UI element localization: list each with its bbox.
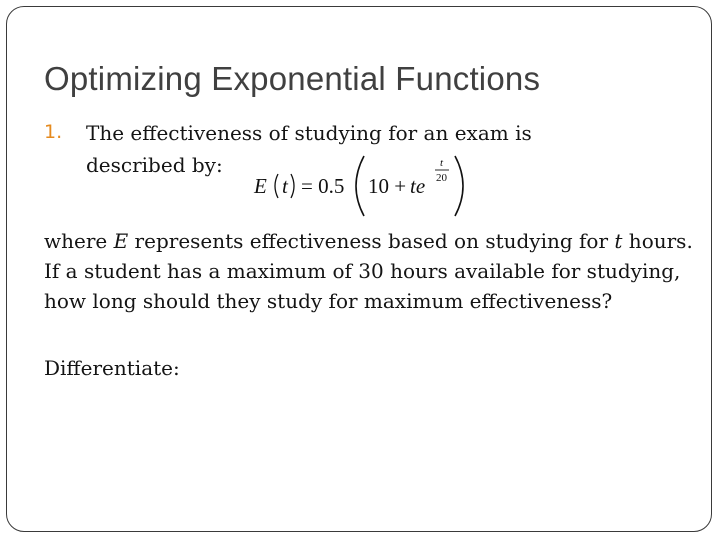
formula-arg: t	[282, 174, 288, 198]
formula-paren-left-large	[356, 156, 364, 216]
formula-lhs: E	[254, 174, 267, 198]
formula-paren-left-small	[275, 174, 278, 198]
formula-exponent-numerator: t	[440, 157, 444, 169]
formula-exponent-denominator: 20	[436, 172, 447, 184]
slide-title: Optimizing Exponential Functions	[44, 60, 541, 97]
formula-coefficient: = 0.5	[301, 174, 345, 198]
paragraph-text-2: represents effectiveness based on studying for	[128, 229, 615, 253]
list-number: 1.	[44, 121, 63, 143]
problem-text-line-2: described by:	[86, 153, 223, 177]
formula-paren-right-large	[455, 156, 463, 216]
problem-paragraph	[44, 226, 694, 316]
variable-e: E	[113, 229, 129, 253]
variable-t: t	[614, 229, 623, 253]
paragraph-text-3: hours. If a student has a maximum of 30 hours available for studying, how long should they study for maximum effectiveness?	[44, 229, 693, 313]
formula-inner-constant: 10 +	[368, 174, 412, 198]
problem-text-line-1: The effectiveness of studying for an exam is	[86, 121, 532, 145]
paragraph-text-1: where	[44, 229, 114, 253]
effectiveness-formula	[250, 150, 472, 220]
formula-paren-right-small	[291, 174, 294, 198]
formula-inner-variable: te	[410, 174, 426, 198]
differentiate-label: Differentiate:	[44, 356, 180, 380]
